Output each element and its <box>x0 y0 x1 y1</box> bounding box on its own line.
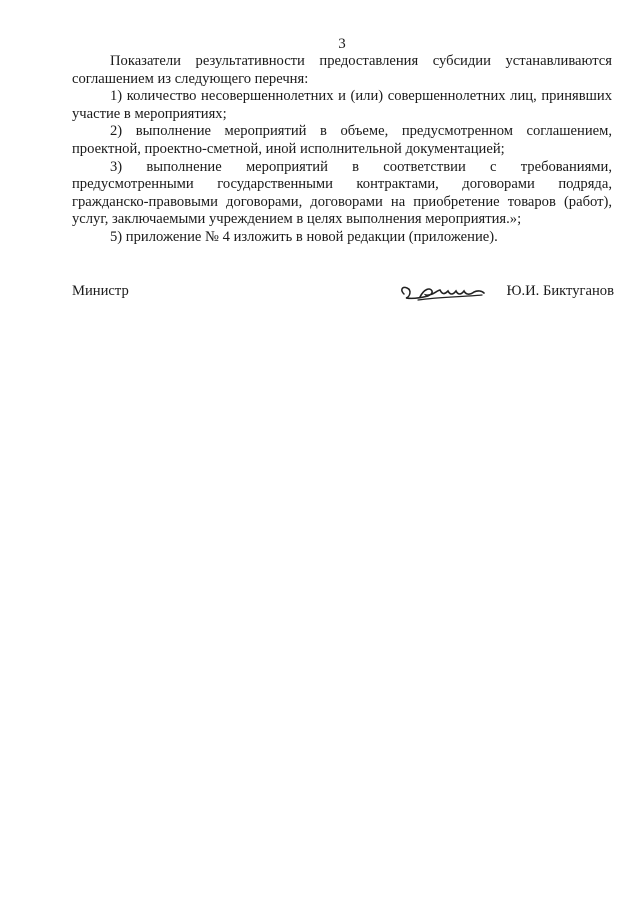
handwritten-signature <box>398 280 488 304</box>
paragraph-intro: Показатели результативности предоставления субсидии устанавливаются соглашением из следующего перечня: <box>72 53 612 87</box>
signature-block <box>72 280 612 304</box>
document-body <box>72 53 612 247</box>
page-number: 3 <box>338 36 346 52</box>
paragraph-item-3: 3) выполнение мероприятий в соответствии с требованиями, предусмотренными государственными контрактами, договорами подряда, гражданско-правовыми договорами, договорами на приобретение товаров (работ), услуг, заключаемыми учреждением в целях выполнения мероприятия.»; <box>72 158 612 228</box>
signatory-position: Министр <box>72 283 129 299</box>
paragraph-item-5: 5) приложение № 4 изложить в новой редакции (приложение). <box>110 228 498 245</box>
paragraph-item-2: 2) выполнение мероприятий в объеме, предусмотренном соглашением, проектной, проектно-сметной, иной исполнительной документацией; <box>72 123 612 157</box>
paragraph-item-1: 1) количество несовершеннолетних и (или) совершеннолетних лиц, принявших участие в мероприятиях; <box>72 88 612 122</box>
signatory-name: Ю.И. Биктуганов <box>506 283 614 299</box>
